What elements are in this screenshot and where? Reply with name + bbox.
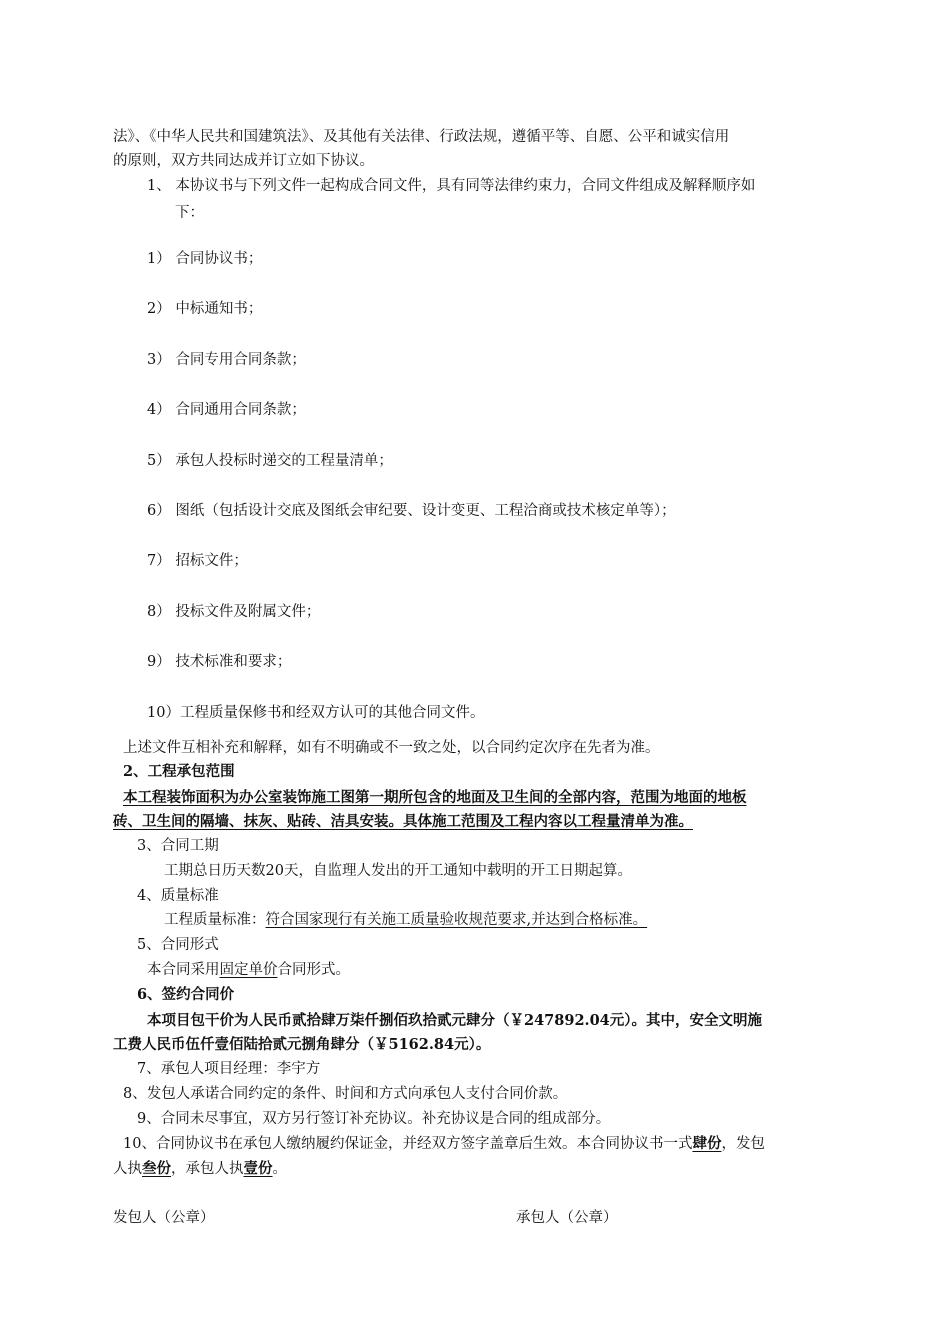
section-10-pre: 10、合同协议书在承包人缴纳履约保证金，并经双方签字盖章后生效。本合同协议书一式 — [123, 1136, 693, 1152]
intro-line-2: 的原则，双方共同达成并订立如下协议。 — [113, 153, 374, 169]
section-8-text: 8、发包人承诺合同约定的条件、时间和方式向承包人支付合同价款。 — [123, 1086, 568, 1102]
document-list-item: 2） 中标通知书； — [147, 301, 263, 317]
section-5-line — [147, 960, 350, 980]
document-list-item: 4） 合同通用合同条款； — [147, 402, 306, 418]
section-3-heading: 3、合同工期 — [137, 838, 219, 854]
section-2-line-2: 砖、卫生间的隔墙、抹灰、贴砖、洁具安装。具体施工范围及工程内容以工程量清单为准。 — [113, 813, 693, 830]
contract-form-value: 固定单价 — [219, 962, 278, 978]
section-6-line-1: 本项目包干价为人民币贰拾肆万柒仟捌佰玖拾贰元肆分（￥247892.04元）。其中，安全文明施 — [147, 1012, 763, 1029]
copies-total: 肆份 — [692, 1135, 722, 1152]
copies-employer: 叁份 — [142, 1160, 171, 1177]
section-2-line-1: 本工程装饰面积为办公室装饰施工图第一期所包含的地面及卫生间的全部内容，范围为地面的地板 — [123, 789, 747, 806]
section-1-line-2: 下： — [175, 205, 204, 221]
section-2-heading: 2、工程承包范围 — [123, 763, 235, 780]
section-1-footer: 上述文件互相补充和解释，如有不明确或不一致之处，以合同约定次序在先者为准。 — [123, 740, 660, 756]
section-7-text: 7、承包人项目经理：李宇方 — [137, 1061, 321, 1077]
quality-value: 符合国家现行有关施工质量验收规范要求,并达到合格标准。 — [265, 912, 648, 928]
document-list-item: 5） 承包人投标时递交的工程量清单； — [147, 453, 393, 469]
section-10-line-1 — [123, 1134, 765, 1154]
contractor-seal-label: 承包人（公章） — [516, 1210, 618, 1226]
section-9-text: 9、合同未尽事宜，双方另行签订补充协议。补充协议是合同的组成部分。 — [137, 1111, 611, 1127]
document-list-item: 3） 合同专用合同条款； — [147, 352, 306, 368]
section-10-pre2: 人执 — [113, 1161, 142, 1177]
document-list-item: 7） 招标文件； — [147, 553, 248, 569]
copies-contractor: 壹份 — [243, 1160, 273, 1177]
document-list-item: 10）工程质量保修书和经双方认可的其他合同文件。 — [147, 705, 485, 721]
contract-form-post: 合同形式。 — [277, 962, 350, 978]
section-6-heading: 6、签约合同价 — [137, 986, 235, 1003]
document-list-item: 6） 图纸（包括设计交底及图纸会审纪要、设计变更、工程洽商或技术核定单等）； — [147, 503, 676, 519]
employer-seal-label: 发包人（公章） — [113, 1210, 215, 1226]
section-4-heading: 4、质量标准 — [137, 888, 219, 904]
section-1-line-1: 1、 本协议书与下列文件一起构成合同文件，具有同等法律约束力，合同文件组成及解释顺序如 — [147, 178, 756, 194]
document-list-item: 1） 合同协议书； — [147, 251, 263, 267]
section-5-heading: 5、合同形式 — [137, 937, 219, 953]
section-10-mid: ，发包 — [721, 1136, 765, 1152]
document-list-item: 8） 投标文件及附属文件； — [147, 604, 321, 620]
intro-line-1: 法》、《中华人民共和国建筑法》、及其他有关法律、行政法规，遵循平等、自愿、公平和诚实信用 — [113, 129, 730, 145]
section-10-line-2 — [113, 1159, 287, 1179]
section-6-line-2: 工费人民币伍仟壹佰陆拾贰元捌角肆分（￥5162.84元）。 — [113, 1036, 491, 1053]
document-list-item: 9） 技术标准和要求； — [147, 654, 292, 670]
section-10-mid2: ，承包人执 — [171, 1161, 244, 1177]
section-10-end: 。 — [272, 1161, 287, 1177]
section-4-line — [164, 910, 647, 930]
quality-label: 工程质量标准： — [164, 912, 266, 928]
contract-form-pre: 本合同采用 — [147, 962, 220, 978]
section-3-text: 工期总日历天数20天，自监理人发出的开工通知中载明的开工日期起算。 — [164, 863, 632, 879]
